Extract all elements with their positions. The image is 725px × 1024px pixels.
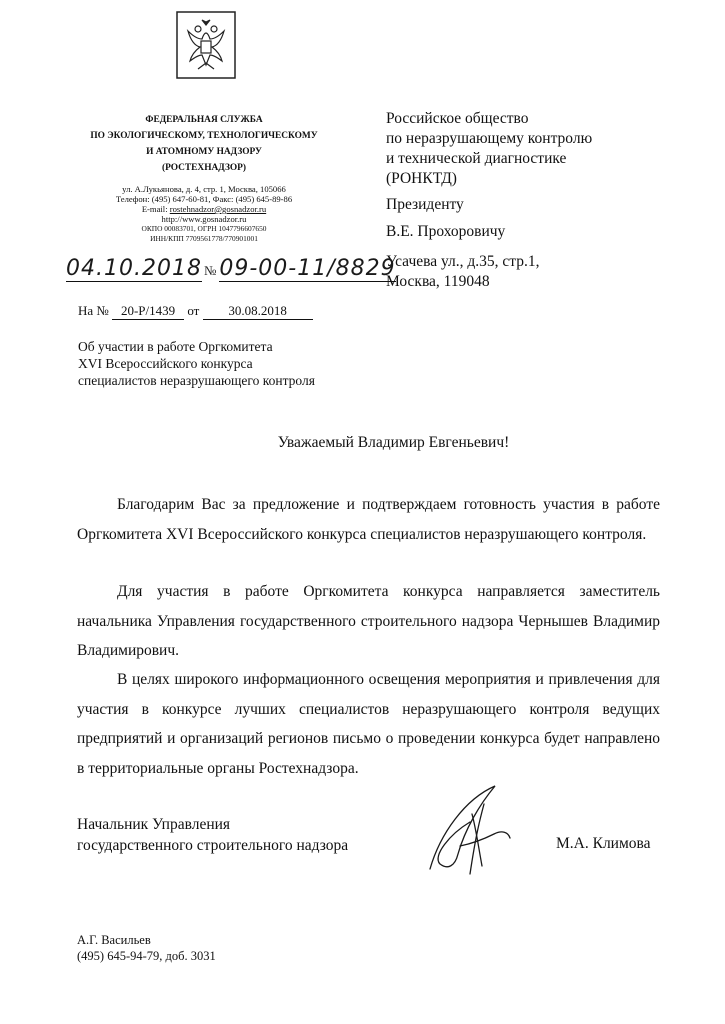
coat-of-arms-icon [176,11,236,84]
paragraph-line: Благодарим Вас за предложение и подтверждаем готовность участия [117,496,595,513]
recipient-address-line: Усачева ул., д.35, стр.1, [386,253,540,270]
subject [78,338,315,389]
subject-line: Об участии в работе Оргкомитета [78,339,273,354]
signatory-title-line: государственного строительного надзора [77,837,349,854]
sender-org-line: И АТОМНОМУ НАДЗОРУ [146,147,262,157]
signatory-title-line: Начальник Управления [77,816,231,833]
body-paragraph-3 [77,665,660,783]
recipient-name: В.Е. Прохоровичу [386,223,506,240]
recipient-org-line: и технической диагностике [386,150,567,167]
body-paragraph-1 [77,490,660,549]
sender-email-link[interactable]: rostehnadzor@gosnadzor.ru [169,204,267,214]
sender-phone: Телефон: (495) 647-60-81, Факс: (495) 645-89-86 [115,194,293,204]
body-paragraph-2 [77,577,660,666]
executor [77,932,216,964]
reference-date: 30.08.2018 [203,303,313,320]
signatory-title [77,814,348,856]
sender-okpo: ОКПО 00083701, ОГРН 1047796607650 [141,224,267,233]
sender-email-row [70,204,338,214]
paragraph-line: В целях широкого информационного освещения мероприятия [117,671,531,688]
paragraph-line: конкурса будет направлено в территориальные органы Ростехнадзора. [77,730,660,777]
paragraph-line: начальника Управления государственного строительного надзора Чернышев [77,612,588,630]
sender-website[interactable]: http://www.gosnadzor.ru [161,214,247,224]
reference-from: от [187,303,200,318]
recipient-block [386,109,592,292]
reference-prefix: На № [78,303,109,318]
sender-contacts [70,184,338,244]
reference-line [78,303,313,320]
paragraph-line: и привлечения для участия в конкурсе лучших специалистов неразрушающего [77,671,661,718]
paragraph-line: в работе Оргкомитета XVI Всероссийского конкурса специалистов [77,496,661,543]
subject-line: XVI Всероссийского конкурса [78,356,253,371]
sender-address: ул. А.Лукьянова, д. 4, стр. 1, Москва, 105066 [122,184,286,194]
sender-inn: ИНН/КПП 7709561778/770901001 [150,234,258,243]
paragraph-line: Для участия в работе Оргкомитета конкурса направляется заместитель [117,583,660,600]
sender-org-line: ПО ЭКОЛОГИЧЕСКОМУ, ТЕХНОЛОГИЧЕСКОМУ [90,131,318,141]
sender-email-label: E-mail: [141,204,170,214]
executor-name: А.Г. Васильев [77,933,151,947]
signatory-name: М.А. Климова [556,835,651,852]
sender-org-line: ФЕДЕРАЛЬНАЯ СЛУЖБА [145,115,263,125]
outgoing-number-sign: № [203,263,218,278]
recipient-address-line: Москва, 119048 [386,273,490,290]
executor-phone: (495) 645-94-79, доб. 3031 [77,949,216,963]
outgoing-date-number [66,256,396,282]
subject-line: специалистов неразрушающего контроля [78,373,315,388]
greeting: Уважаемый Владимир Евгеньевич! [277,434,510,451]
paragraph-line: Владимир Владимирович. [77,612,661,659]
recipient-position: Президенту [386,196,464,213]
recipient-org-line: по неразрушающему контролю [386,130,593,147]
reference-number: 20-Р/1439 [112,303,184,320]
outgoing-number: 09-00-11/8829 [219,256,396,281]
sender-org-line: (РОСТЕХНАДЗОР) [161,163,247,173]
handwritten-signature [410,774,520,889]
paragraph-line: контроля ведущих предприятий и организаций регионов письмо о проведении [77,700,661,747]
paragraph-line: неразрушающего контроля. [464,525,647,543]
recipient-org-line: Российское общество [386,110,529,127]
recipient-org-line: (РОНКТД) [386,170,457,187]
sender-organization [70,112,338,176]
outgoing-date: 04.10.2018 [66,256,202,281]
